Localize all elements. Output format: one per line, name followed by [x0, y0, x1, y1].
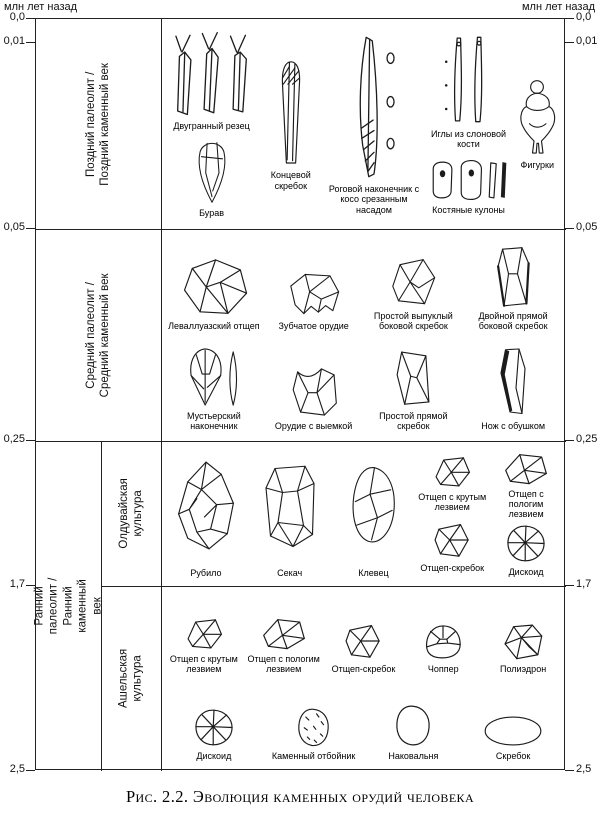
tool-venus-figurine: [512, 77, 562, 170]
burin-group-icon: [168, 30, 256, 118]
discoid-icon: [504, 523, 548, 564]
tool-column: [322, 25, 425, 223]
tool-polyhedron: [483, 622, 563, 674]
tool-mousterian-point: [164, 346, 264, 431]
tick-label: 0,05: [576, 221, 598, 233]
awl-icon: [187, 135, 237, 205]
band-middle-paleolithic: [161, 229, 566, 441]
mousterian-point-icon: [183, 346, 245, 408]
band-late-paleolithic: [161, 19, 566, 229]
tick-mark: [26, 228, 35, 229]
tool-column: [164, 447, 248, 580]
tool-label: Скребок: [495, 750, 531, 761]
tool-label: Концевой скребок: [270, 170, 311, 191]
tool-awl: [186, 135, 238, 218]
tool-chopper: [403, 622, 483, 674]
backed-knife-icon: [495, 346, 531, 418]
polyhedron-icon: [501, 622, 545, 661]
antler-point-icon: [347, 33, 401, 181]
figure-caption: Рис. 2.2. Эволюция каменных орудий человека: [125, 787, 475, 806]
tick-mark: [565, 42, 574, 43]
tick-mark: [565, 228, 574, 229]
tool-column: [489, 447, 563, 580]
tool-label: Отщеп с пологим лезвием: [508, 489, 544, 520]
vertical-label: Поздний палеолит / Поздний каменный век: [85, 62, 112, 186]
tool-pick: [344, 447, 402, 580]
tool-label: Отщеп с крутым лезвием: [418, 492, 487, 513]
tool-oval-scraper: [463, 714, 563, 761]
tool-label: Дискоид: [508, 566, 544, 577]
anvil-icon: [392, 703, 434, 748]
tool-denticulate: [264, 270, 364, 331]
tool-levallois-flake: [164, 256, 264, 331]
discoid-icon: [192, 707, 236, 748]
tool-bone-pendants: [426, 158, 512, 215]
tool-label: Простой выпуклый боковой скребок: [373, 310, 453, 331]
tool-steep-edge-flake: [164, 616, 244, 674]
double-side-scraper-icon: [492, 244, 534, 308]
tool-discoid: [503, 523, 549, 577]
flake-scraper-icon: [431, 520, 473, 560]
tick-label: 0,05: [3, 221, 25, 233]
bone-pendants-icon: [427, 158, 511, 202]
notched-tool-icon: [287, 360, 341, 418]
tool-antler-point: [322, 33, 425, 214]
tool-ivory-needles: [426, 33, 512, 149]
tick-label: 1,7: [576, 578, 592, 590]
handaxe-icon: [171, 447, 241, 565]
tool-handaxe: [170, 447, 242, 580]
tool-column: [512, 25, 564, 223]
tool-label: Наковальня: [388, 750, 439, 761]
shallow-edge-flake-icon: [501, 450, 551, 486]
oval-scraper-icon: [482, 714, 544, 748]
tick-label: 0,25: [576, 433, 598, 445]
tool-discoid: [164, 707, 264, 761]
chopper-icon: [421, 622, 465, 661]
vertical-label: Ашельская культура: [117, 648, 144, 709]
convex-side-scraper-icon: [387, 256, 439, 308]
tool-flake-scraper: [324, 621, 404, 674]
steep-edge-flake-icon: [182, 616, 226, 651]
tool-column: [332, 447, 416, 580]
tool-label: Чоппер: [427, 664, 459, 675]
tool-label: Бурав: [199, 208, 224, 219]
tick-label: 0,25: [3, 433, 25, 445]
period-label-early-paleolithic: [33, 441, 104, 771]
tick-label: 0,01: [576, 35, 598, 47]
tick-mark: [565, 770, 574, 771]
vertical-label: Олдувайская культура: [117, 478, 145, 549]
tick-mark: [565, 585, 574, 586]
tick-mark: [26, 18, 35, 19]
tool-column: [164, 25, 259, 223]
tick-mark: [565, 440, 574, 441]
tool-label: Простой прямой скребок: [379, 410, 448, 431]
tool-shallow-edge-flake: [244, 615, 324, 674]
ivory-needles-icon: [442, 33, 496, 126]
axis-unit-left: млн лет назад: [4, 1, 78, 13]
tool-row: [164, 592, 563, 679]
tool-column: [259, 25, 322, 223]
tool-row: [164, 335, 563, 435]
tool-column: [248, 447, 332, 580]
straight-scraper-icon: [391, 346, 435, 408]
steep-edge-flake-icon: [430, 454, 474, 489]
tool-double-side-scraper: [463, 244, 563, 331]
tool-label: Костяные кулоны: [432, 204, 505, 215]
tool-steep-edge-flake: [415, 454, 489, 512]
tool-label: Зубчатое орудие: [278, 320, 349, 331]
tool-backed-knife: [463, 346, 563, 431]
period-label-middle-paleolithic: [36, 229, 161, 441]
tool-label: Фигурки: [520, 160, 555, 171]
axis-unit-right: млн лет назад: [521, 1, 595, 13]
pick-icon: [345, 447, 401, 565]
tool-evolution-diagram: [35, 18, 565, 770]
tool-label: Леваллуазский отщеп: [168, 320, 260, 331]
denticulate-icon: [285, 270, 343, 318]
tick-mark: [26, 42, 35, 43]
tool-label: Рубило: [190, 567, 222, 578]
tool-row: [164, 679, 563, 766]
tool-label: Секач: [277, 567, 303, 578]
tool-label: Иглы из слоновой кости: [431, 129, 506, 150]
tool-label: Каменный отбойник: [271, 750, 356, 761]
tool-label: Полиэдрон: [499, 664, 547, 675]
tool-label: Отщеп-скребок: [420, 562, 485, 573]
tick-mark: [26, 585, 35, 586]
vertical-label: Ранний палеолит / Ранний каменный век: [33, 577, 104, 635]
tool-hammerstone: [264, 706, 364, 761]
tool-notched-tool: [264, 360, 364, 431]
tick-label: 0,0: [576, 11, 592, 23]
tool-label: Отщеп-скребок: [331, 664, 396, 675]
tool-label: Отщеп с пологим лезвием: [247, 654, 320, 675]
tool-row: [164, 235, 563, 335]
tool-label: Отщеп с крутым лезвием: [169, 654, 238, 675]
culture-label-olduvai: [101, 441, 161, 586]
culture-label-acheulean: [101, 586, 161, 771]
tool-burin-group: [167, 30, 257, 131]
cleaver-icon: [260, 447, 320, 565]
tool-flake-scraper: [419, 520, 485, 573]
flake-scraper-icon: [342, 621, 384, 661]
shallow-edge-flake-icon: [259, 615, 309, 651]
hammerstone-icon: [295, 706, 332, 748]
end-scraper-icon: [274, 57, 308, 167]
tool-label: Нож с обушком: [481, 420, 546, 431]
levallois-flake-icon: [175, 256, 253, 318]
tick-label: 1,7: [9, 578, 25, 590]
tool-column: [426, 25, 512, 223]
tool-shallow-edge-flake: [489, 450, 563, 519]
tool-convex-side-scraper: [364, 256, 464, 331]
tool-label: Двойной прямой боковой скребок: [478, 310, 548, 331]
tick-mark: [26, 440, 35, 441]
venus-figurine-icon: [513, 77, 561, 157]
tick-label: 2,5: [9, 763, 25, 775]
tool-label: Орудие с выемкой: [274, 420, 353, 431]
tool-label: Дискоид: [196, 750, 232, 761]
tick-mark: [26, 770, 35, 771]
tool-cleaver: [259, 447, 321, 580]
tick-label: 2,5: [576, 763, 592, 775]
band-acheulean-culture: [161, 586, 566, 771]
band-olduvai-culture: [161, 441, 566, 586]
tool-straight-scraper: [364, 346, 464, 431]
tool-label: Мустьерский наконечник: [186, 410, 241, 431]
tick-mark: [565, 18, 574, 19]
tick-label: 0,01: [3, 35, 25, 47]
tool-label: Роговой наконечник с косо срезанным насадом: [328, 184, 420, 215]
tool-label: Двугранный резец: [173, 120, 250, 131]
tick-label: 0,0: [9, 11, 25, 23]
period-label-late-paleolithic: [36, 19, 161, 229]
tool-column: [415, 447, 489, 580]
tool-label: Клевец: [358, 567, 389, 578]
tool-end-scraper: [259, 57, 322, 190]
vertical-label: Средний палеолит / Средний каменный век: [85, 273, 112, 397]
tool-anvil: [364, 703, 464, 761]
